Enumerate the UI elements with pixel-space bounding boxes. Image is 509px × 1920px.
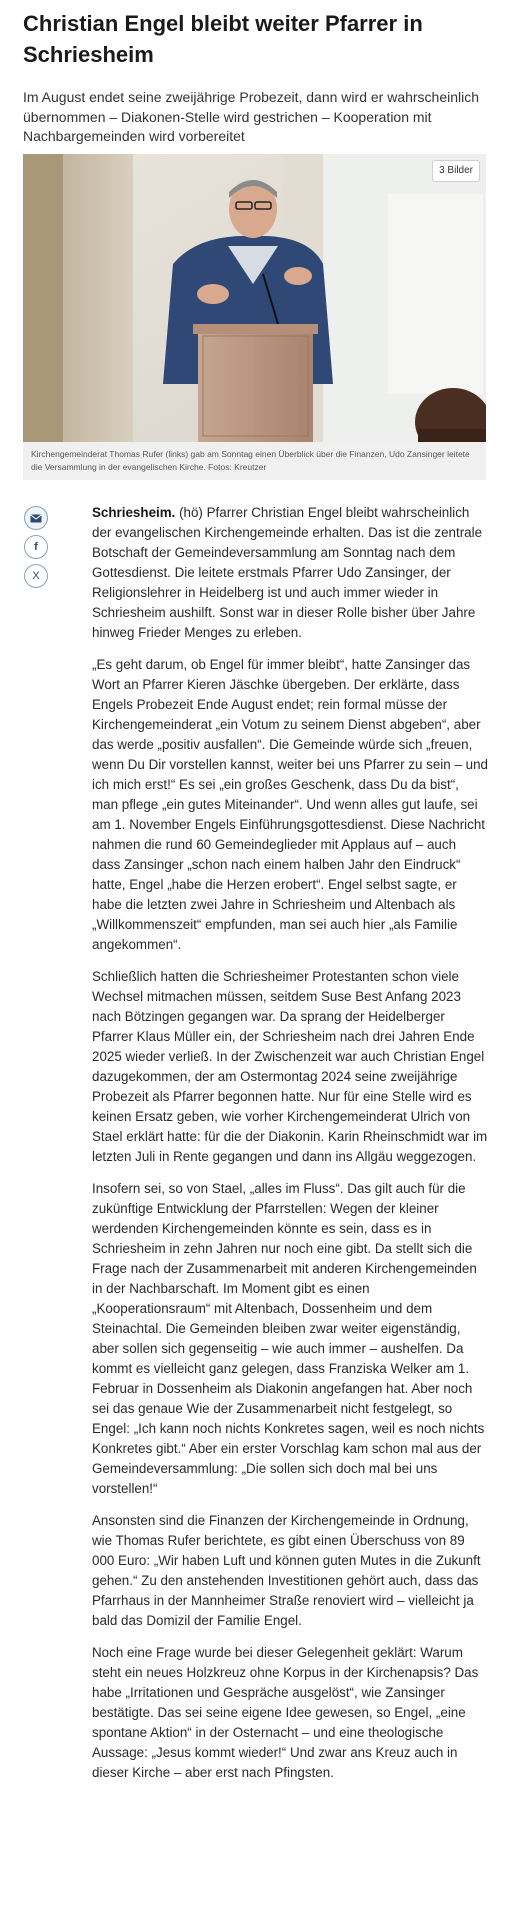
mail-icon — [30, 514, 42, 523]
x-icon: X — [32, 570, 40, 582]
article-paragraph: Schriesheim. (hö) Pfarrer Christian Engel bleibt wahrscheinlich der evangelischen Kirchengemeinde erhalten. Das ist die zentrale Botschaft der Gemeindeversammlung am Sonntag nach dem Gottesdienst. Die leitete erstmals Pfarrer Udo Zansinger, der Religionslehrer in Heidelberg ist und auch immer wieder in Schriesheim aushilft. Sonst war in dieser Rolle bisher über Jahre hinweg Frieder Menges zu erleben. — [92, 505, 483, 640]
article-photo[interactable] — [23, 154, 486, 442]
article-figure — [23, 154, 486, 480]
article-paragraph: „Es geht darum, ob Engel für immer bleibt“, hatte Zansinger das Wort an Pfarrer Kieren Jäschke übergeben. Der erklärte, dass Engels Probezeit Ende August endet; rein formal müsse der Kirchengemeinderat „ein Votum zu seinem Dienst abgeben“, aber das werde „positiv ausfallen“. Die Gemeinde würde sich „freuen, wenn Du Dir vorstellen kannst, weiter bei uns Pfarrer zu sein – und ich mich erst!“ Es sei „ein großes Geschenk, dass Du da bist“, man pflege „ein gutes Miteinander“. Und wenn alles gut laufe, sei am 1. November Engels Einführungsgottesdienst. Diese Nachricht nahmen die rund 60 Gemeindeglieder mit Applaus auf – auch dass Zansinger „schon nach einem halben Jahr den Eindruck“ hatte, Engel „habe die Herzen erobert“. Engel selbst sagte, er habe die letzten zwei Jahre in Schriesheim und Altenbach als „Willkommenszeit“ empfunden, man sei auch hier „als Familie angekommen“. — [92, 657, 488, 952]
photo-illustration — [23, 154, 486, 442]
article-paragraph: Insofern sei, so von Stael, „alles im Fluss“. Das gilt auch für die zukünftige Entwicklung der Pfarrstellen: Wegen der kleiner werdenden Kirchengemeinden könnte es sein, dass es in Schriesheim in zehn Jahren nur noch eine gibt. Da stellt sich die Frage nach der Zusammenarbeit mit anderen Kirchengemeinden in der Nachbarschaft. Im Moment gibt es einen „Kooperationsraum“ mit Altenbach, Dossenheim und dem Steinachtal. Die Gemeinden bleiben zwar weiter eigenständig, aber sollen sich gegenseitig – wie auch immer – aushelfen. Da kommt es vielleicht ganz gelegen, dass Franziska Welker am 1. Februar in Dossenheim als Diakonin angefangen hat. Aber noch sei das genaue Wie der Zusammenarbeit nicht festgelegt, so Engel: „Ich kann noch nichts Konkretes sagen, weil es noch nichts Konkretes gibt.“ Aber ein erster Vorschlag kam schon mal aus der Gemeindeversammlung: „Die sollen sich doch mal bei uns vorstellen!“ — [92, 1181, 485, 1496]
article-paragraph: Noch eine Frage wurde bei dieser Gelegenheit geklärt: Warum steht ein neues Holzkreuz ohne Korpus in der Kirchenapsis? Das habe „Irritationen und Gespräche ausgelöst“, wie Zansinger bestätigte. Das sei seine eigene Idee gewesen, so Engel, „eine spontane Aktion“ in der Osternacht – und eine theologische Aussage: „Jesus kommt wieder!“ Und zwar ans Kreuz auch in dieser Kirche – aber erst nach Pfingsten. — [92, 1645, 479, 1780]
share-bar — [24, 506, 48, 593]
article-headline: Christian Engel bleibt weiter Pfarrer in Schriesheim — [23, 11, 423, 67]
gallery-count-badge[interactable]: 3 Bilder — [432, 160, 480, 182]
article-paragraph: Ansonsten sind die Finanzen der Kirchengemeinde in Ordnung, wie Thomas Rufer berichtete, es gibt einen Überschuss von 89 000 Euro: „Wir haben Luft und können guten Mutes in die Zukunft gehen.“ Zu den anstehenden Investitionen gehört auch, dass das Pfarrhaus in der Mannheimer Straße renoviert wird – vielleicht ja bald das Domizil der Familie Engel. — [92, 1513, 481, 1628]
share-x-button[interactable] — [24, 564, 48, 588]
article-paragraph: Schließlich hatten die Schriesheimer Protestanten schon viele Wechsel mitmachen müssen, seitdem Suse Best Anfang 2023 nach Bötzingen gegangen war. Da sprang der Heidelberger Pfarrer Klaus Müller ein, der Schriesheim nach drei Jahren Ende 2025 wieder verließ. In der Zwischenzeit war auch Christian Engel dazugekommen, der am Ostermontag 2024 seine zweijährige Probezeit als Pfarrer begonnen hatte. Nur für eine Stelle wird es keinen Ersatz geben, wie vorher Kirchengemeinderat Ulrich von Stael erklärt hatte: für die der Diakonin. Karin Rheinschmidt war im letzten Juli in Rente gegangen und dann ins Allgäu weggezogen. — [92, 969, 488, 1164]
dateline: Schriesheim. — [92, 505, 176, 520]
photo-caption: Kirchengemeinderat Thomas Rufer (links) gab am Sonntag einen Überblick über die Finanzen, Udo Zansinger leitete die Versammlung in der evangelischen Kirche. Fotos: Kreutzer — [23, 442, 486, 480]
share-mail-button[interactable] — [24, 506, 48, 530]
share-facebook-button[interactable] — [24, 535, 48, 559]
facebook-icon: f — [34, 541, 38, 553]
article-teaser: Im August endet seine zweijährige Probezeit, dann wird er wahrscheinlich übernommen – Diakonen-Stelle wird gestrichen – Kooperation mit Nachbargemeinden wird vorbereitet — [23, 89, 480, 144]
article-body — [92, 503, 488, 1795]
